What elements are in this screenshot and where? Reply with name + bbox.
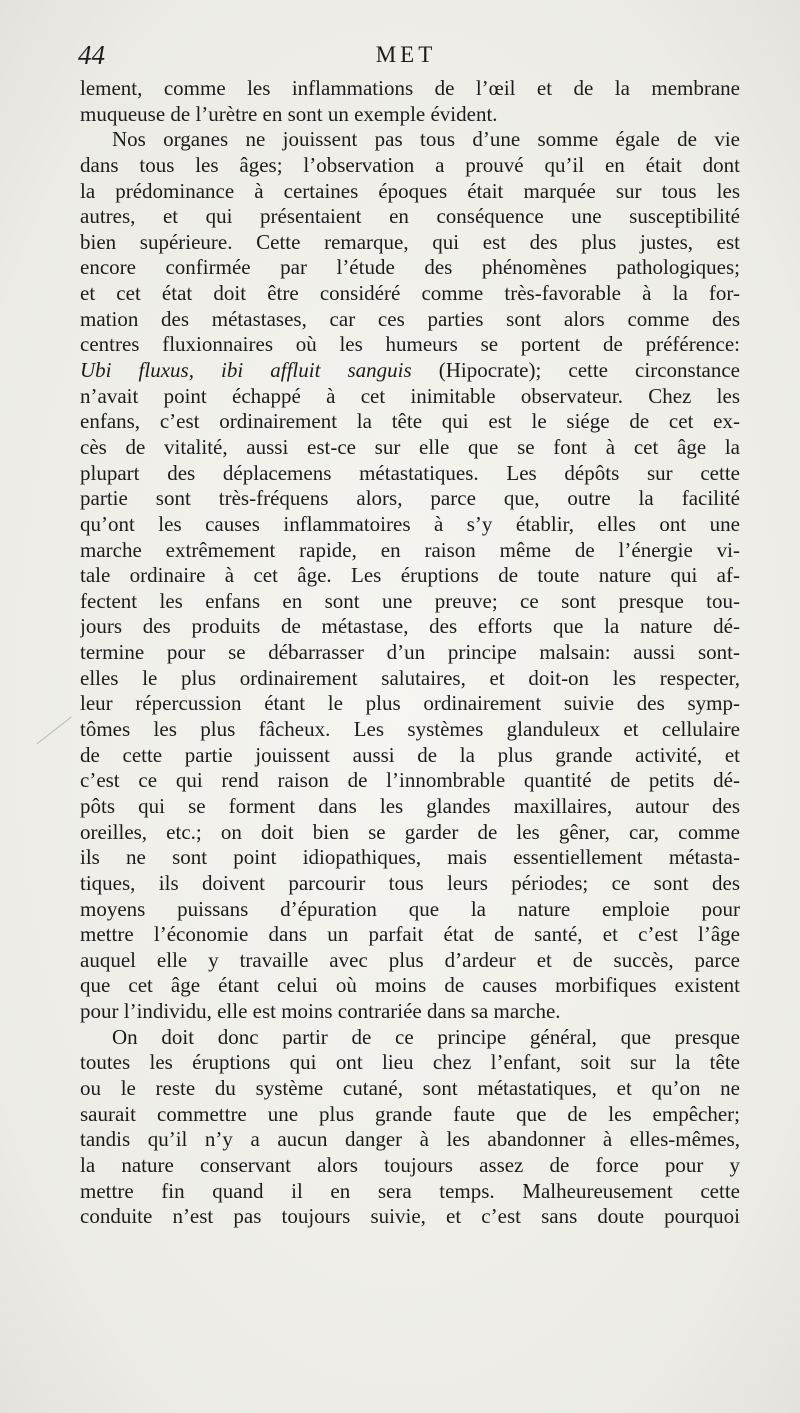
text-line: que cet âge étant celui où moins de causes morbifiques existent [80,973,740,998]
text-line: auquel elle y travaille avec plus d’ardeur et de succès, parce [80,947,740,972]
text-line: leur répercussion étant le plus ordinairement suivie des symp- [80,691,740,716]
text-line: la prédominance à certaines époques était marquée sur tous les [80,178,740,203]
text-line: c’est ce qui rend raison de l’innombrable quantité de petits dé- [80,768,740,793]
text-line: tiques, ils doivent parcourir tous leurs périodes; ce sont des [80,870,740,895]
text-line: autres, et qui présentaient en conséquence une susceptibilité [80,204,740,229]
text-line: lement, comme les inflammations de l’œil et de la membrane [80,76,740,100]
text-line: partie sont très-fréquens alors, parce que, outre la facilité [80,486,740,511]
text-line: muqueuse de l’urètre en sont un exemple évident. [80,101,498,126]
latin-quote: Ubi fluxus, ibi affluit sanguis [80,358,412,383]
text-line: tômes les plus fâcheux. Les systèmes glanduleux et cellulaire [80,717,740,742]
paragraph-start-line: Nos organes ne jouissent pas tous d’une somme égale de vie [112,127,740,152]
text-line: termine pour se débarrasser d’un principe malsain: aussi sont- [80,640,740,665]
text-line: mettre l’économie dans un parfait état de santé, et c’est l’âge [80,922,740,947]
text-line: centres fluxionnaires où les humeurs se portent de préférence: [80,332,740,357]
body-text [80,76,740,1230]
text-line: mettre fin quand il en sera temps. Malheureusement cette [80,1178,740,1203]
paragraph-start-line: On doit donc partir de ce principe général, que presque [112,1024,740,1049]
text-line: plupart des déplacemens métastatiques. Les dépôts sur cette [80,460,740,485]
text-line: cès de vitalité, aussi est-ce sur elle que se font à cet âge la [80,434,740,459]
running-head: MET [375,42,437,67]
text-line: encore confirmée par l’étude des phénomènes pathologiques; [80,255,740,280]
text-line: ou le reste du système cutané, sont métastatiques, et qu’on ne [80,1075,740,1100]
text-line: oreilles, etc.; on doit bien se garder de les gêner, car, comme [80,819,740,844]
text-line: qu’ont les causes inflammatoires à s’y établir, elles ont une [80,511,740,536]
text-line: bien supérieure. Cette remarque, qui est des plus justes, est [80,229,740,254]
text-line: jours des produits de métastase, des efforts que la nature dé- [80,614,740,639]
text-line: tale ordinaire à cet âge. Les éruptions de toute nature qui af- [80,563,740,588]
latin-quote-line [80,358,740,384]
text-line: de cette partie jouissent aussi de la plus grande activité, et [80,742,740,767]
text-line: marche extrêmement rapide, en raison même de l’énergie vi- [80,537,740,562]
text-line: fectent les enfans en sont une preuve; ce sont presque tou- [80,588,740,613]
text-line: n’avait point échappé à cet inimitable observateur. Chez les [80,383,740,408]
text-line: enfans, c’est ordinairement la tête qui est le siége de cet ex- [80,409,740,434]
text-line: conduite n’est pas toujours suivie, et c’est sans doute pourquoi [80,1204,740,1229]
citation-text: (Hipocrate); cette circonstance [411,358,740,383]
text-line: pour l’individu, elle est moins contrariée dans sa marche. [80,999,561,1024]
page-number: 44 [78,40,105,70]
pencil-mark [36,717,71,745]
text-line: elles le plus ordinairement salutaires, et doit-on les respecter, [80,665,740,690]
page-header [78,40,734,76]
text-line: mation des métastases, car ces parties sont alors comme des [80,306,740,331]
text-line: tandis qu’il n’y a aucun danger à les abandonner à elles-mêmes, [80,1127,740,1152]
text-line: pôts qui se forment dans les glandes maxillaires, autour des [80,793,740,818]
show-through-text [300,1252,680,1270]
text-line: ils ne sont point idiopathiques, mais essentiellement métasta- [80,845,740,870]
text-line: toutes les éruptions qui ont lieu chez l’enfant, soit sur la tête [80,1050,740,1075]
text-line: moyens puissans d’épuration que la nature emploie pour [80,896,740,921]
text-line: et cet état doit être considéré comme très-favorable à la for- [80,281,740,306]
text-line: la nature conservant alors toujours assez de force pour y [80,1152,740,1177]
text-line: saurait commettre une plus grande faute que de les empêcher; [80,1101,740,1126]
text-line: dans tous les âges; l’observation a prouvé qu’il en était dont [80,152,740,177]
